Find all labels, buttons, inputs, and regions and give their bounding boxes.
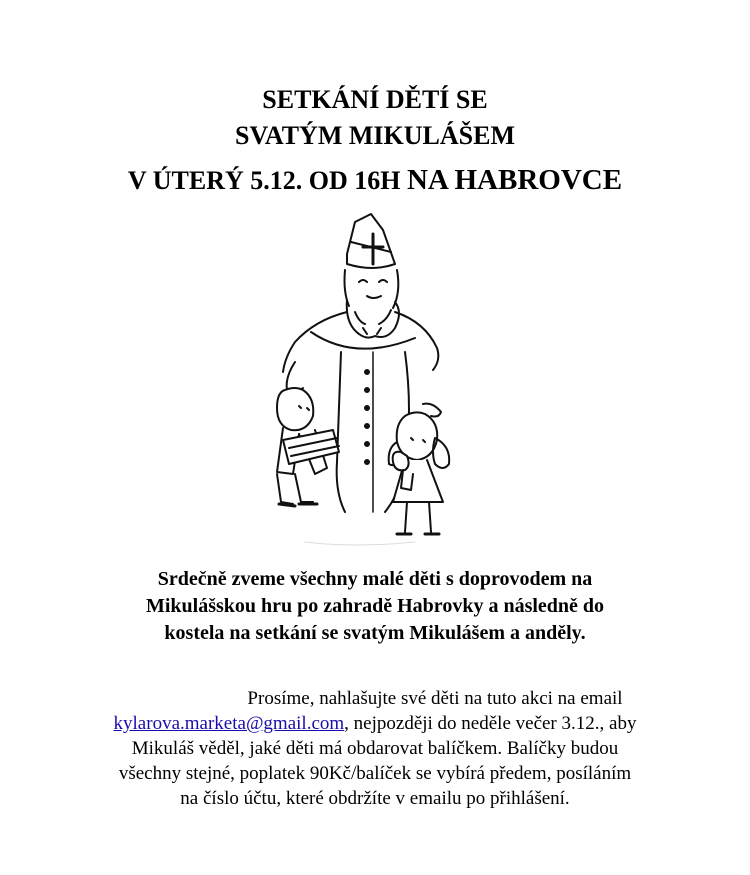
saint-nicholas-illustration — [255, 212, 460, 557]
registration-info — [52, 686, 698, 811]
body-line-2: , nejpozději do neděle večer 3.12., aby — [344, 713, 637, 734]
title-line-1: SETKÁNÍ DĚTÍ SE — [262, 85, 488, 114]
lead-line-3: kostela na setkání se svatým Mikulášem a anděly. — [164, 622, 586, 644]
title-line-2: SVATÝM MIKULÁŠEM — [234, 121, 515, 150]
invitation-lead — [60, 566, 690, 647]
title-location: NA HABROVCE — [406, 164, 623, 196]
body-line-1: Prosíme, nahlašujte své děti na tuto akci na email — [247, 688, 623, 709]
body-line-4: všechny stejné, poplatek 90Kč/balíček se vybírá předem, posíláním — [118, 763, 632, 784]
lead-line-1: Srdečně zveme všechny malé děti s doprovodem na — [157, 568, 593, 590]
lead-line-2: Mikulášskou hru po zahradě Habrovky a následně do — [145, 595, 605, 617]
title-date-time: V ÚTERÝ 5.12. OD 16H — [127, 166, 407, 195]
body-line-3: Mikuláš věděl, jaké děti má obdarovat balíčkem. Balíčky budou — [131, 738, 619, 759]
body-line-5: na číslo účtu, které obdržíte v emailu po přihlášení. — [180, 788, 570, 809]
title-line-3 — [0, 163, 750, 198]
email-link[interactable]: kylarova.marketa@gmail.com — [113, 713, 345, 734]
